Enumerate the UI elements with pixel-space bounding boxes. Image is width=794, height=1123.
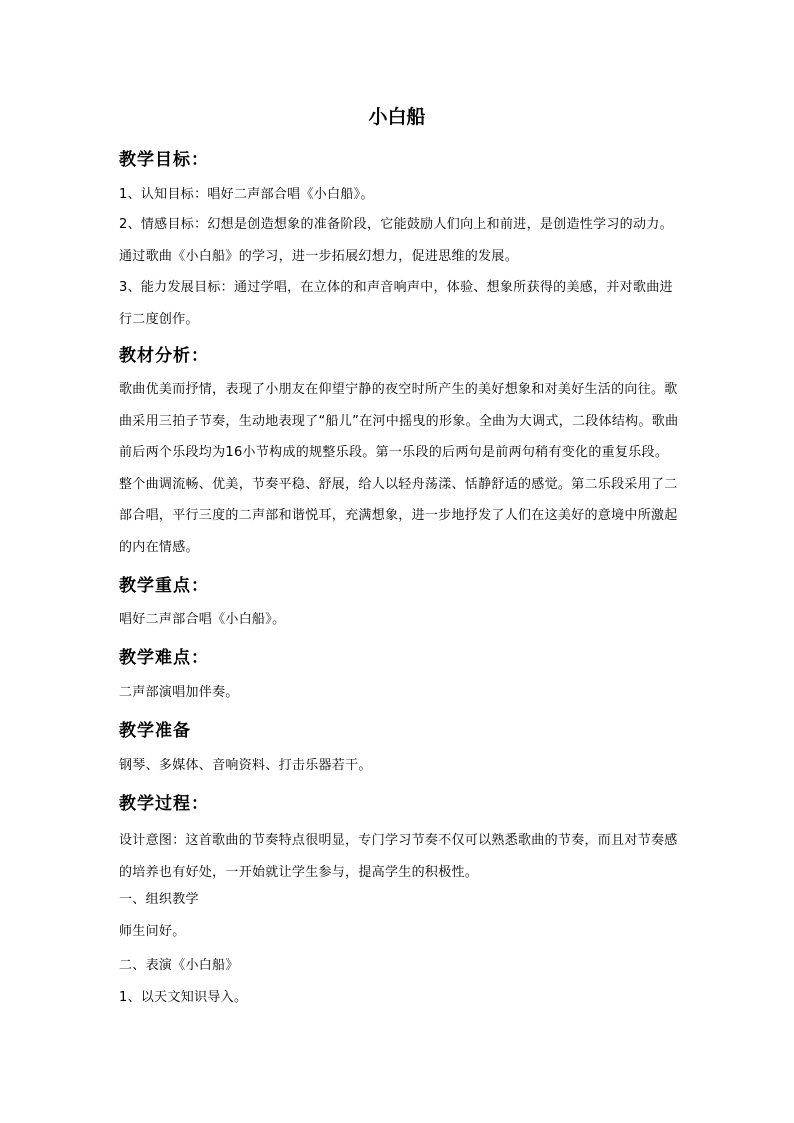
key-points-text: 唱好二声部合唱《小白船》。	[119, 612, 286, 627]
difficulties-text: 二声部演唱加伴奏。	[119, 685, 239, 700]
material-analysis-text: 歌曲优美而抒情，表现了小朋友在仰望宁静的夜空时所产生的美好想象和对美好生活的向往。歌曲采用三拍子节奏，生动地表现了“船儿”在河中摇曳的形象。全曲为大调式，二段体结构。歌曲前后两个乐段均为16小节构成的规整乐段。第一乐段的后两句是前两句稍有变化的重复乐段。整个曲调流畅、优美，节奏平稳、舒展，给人以轻舟荡漾、恬静舒适的感觉。第二乐段采用了二部合唱，平行三度的二声部和谐悦耳，充满想象，进一步地抒发了人们在这美好的意境中所激起的内在情感。	[119, 382, 679, 555]
heading-teaching-process: 教学过程：	[119, 794, 209, 814]
goal-item-1: 1、认知目标：唱好二声部合唱《小白船》。	[119, 187, 374, 202]
heading-teaching-goals: 教学目标：	[119, 150, 209, 170]
heading-preparation: 教学准备	[119, 721, 191, 741]
goal-item-2: 2、情感目标：幻想是创造想象的准备阶段，它能鼓励人们向上和前进，是创造性学习的动力。通过歌曲《小白船》的学习，进一步拓展幻想力，促进思维的发展。	[119, 217, 673, 264]
goal-item-3: 3、能力发展目标：通过学唱，在立体的和声音响声中，体验、想象所获得的美感，并对歌曲进行二度创作。	[119, 280, 673, 327]
process-step-4: 1、以天文知识导入。	[119, 990, 248, 1005]
heading-difficulties: 教学难点：	[119, 648, 209, 668]
document-title: 小白船	[368, 106, 426, 128]
design-intent-text: 设计意图：这首歌曲的节奏特点很明显，专门学习节奏不仅可以熟悉歌曲的节奏，而且对节奏感的培养也有好处，一开始就让学生参与，提高学生的积极性。	[119, 833, 678, 880]
heading-material-analysis: 教材分析：	[119, 346, 209, 366]
process-step-2: 师生问好。	[119, 924, 186, 939]
preparation-text: 钢琴、多媒体、音响资料、打击乐器若干。	[119, 758, 372, 773]
heading-key-points: 教学重点：	[119, 576, 209, 596]
process-step-1: 一、组织教学	[119, 892, 199, 907]
process-step-3: 二、表演《小白船》	[119, 958, 239, 973]
